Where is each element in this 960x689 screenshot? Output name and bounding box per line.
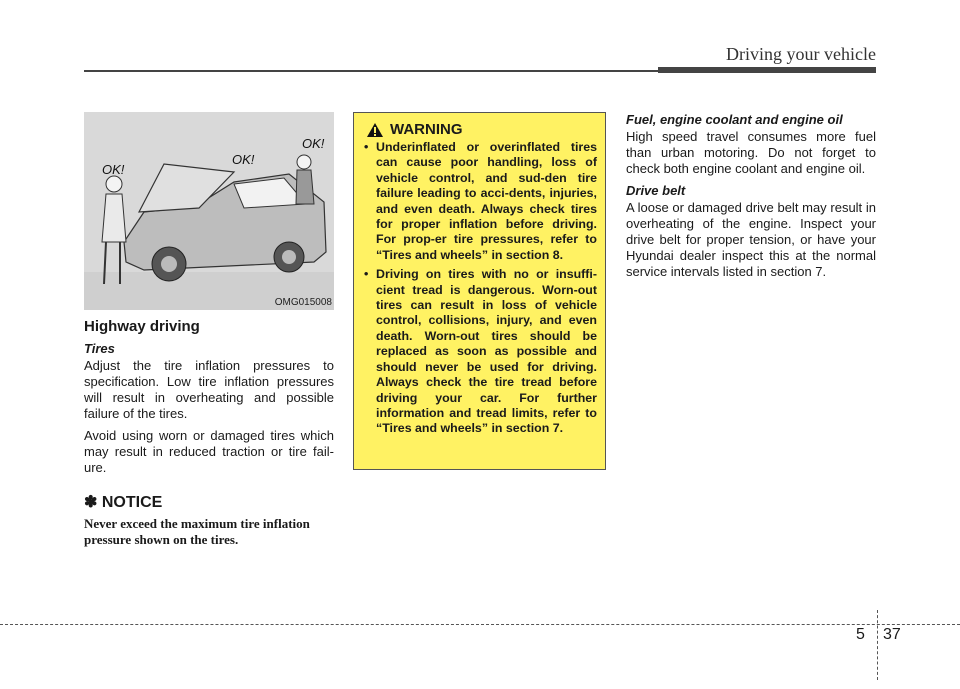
- warning-item: • Driving on tires with no or insuffi-cient tread is dangerous. Worn-out tires can result in loss of vehicle control, collisions, injury, and even death. Worn-out tires should be replaced as soon as possible and should never be used for driving. Always check the tire tread before driving your car. For further information and tread limits, refer to “Tires and wheels” in section 7.: [364, 267, 597, 436]
- left-column: [84, 112, 334, 548]
- car-inspection-illustration: [84, 112, 334, 310]
- paragraph: Adjust the tire inflation pressures to specification. Low tire inflation pressures will result in overheating and possible failure of the tires.: [84, 358, 334, 421]
- page-number: 37: [883, 626, 901, 643]
- section-heading: Highway driving: [84, 318, 200, 335]
- footer-separator: [877, 610, 878, 680]
- warning-header: [366, 121, 597, 138]
- ok-callout-right: OK!: [302, 136, 325, 151]
- warning-triangle-icon: [366, 122, 384, 138]
- car-illustration-drawing: [84, 112, 334, 310]
- paragraph: High speed travel consumes more fuel than urban motoring. Do not forget to check both engine coolant and engine oil.: [626, 129, 876, 176]
- figure-code: OMG015008: [274, 297, 332, 308]
- paragraph: Avoid using worn or damaged tires which may result in reduced traction or tire fail-ure.: [84, 428, 334, 475]
- chapter-number: 5: [856, 626, 865, 643]
- ok-callout-middle: OK!: [232, 152, 255, 167]
- notice-body: Never exceed the maximum tire inflation pressure shown on the tires.: [84, 516, 310, 547]
- warning-box: [353, 112, 606, 470]
- footer-rule: [0, 624, 960, 625]
- subheading-fuel: Fuel, engine coolant and engine oil: [626, 112, 843, 127]
- subheading-drive-belt: Drive belt: [626, 183, 686, 198]
- warning-title: WARNING: [390, 121, 463, 138]
- ok-callout-left: OK!: [102, 162, 125, 177]
- right-column: [626, 112, 876, 286]
- warning-list: [364, 140, 597, 437]
- notice-heading: ✽ NOTICE: [84, 494, 163, 511]
- paragraph: A loose or damaged drive belt may result in overheating of the engine. Inspect your drive belt for proper tension, or have your Hyundai dealer inspect this at the normal service intervals listed in section 7.: [626, 200, 876, 279]
- subheading-tires: Tires: [84, 341, 115, 356]
- warning-item: • Underinflated or overinflated tires can cause poor handling, loss of vehicle control, and sud-den tire failure leading to acci-dents, injuries, and even death. Always check tires for proper inflation before driving. For prop-er tire pressures, refer to “Tires and wheels” in section 8.: [364, 140, 597, 263]
- header-rule-accent: [658, 67, 876, 73]
- section-header-title: Driving your vehicle: [726, 44, 876, 64]
